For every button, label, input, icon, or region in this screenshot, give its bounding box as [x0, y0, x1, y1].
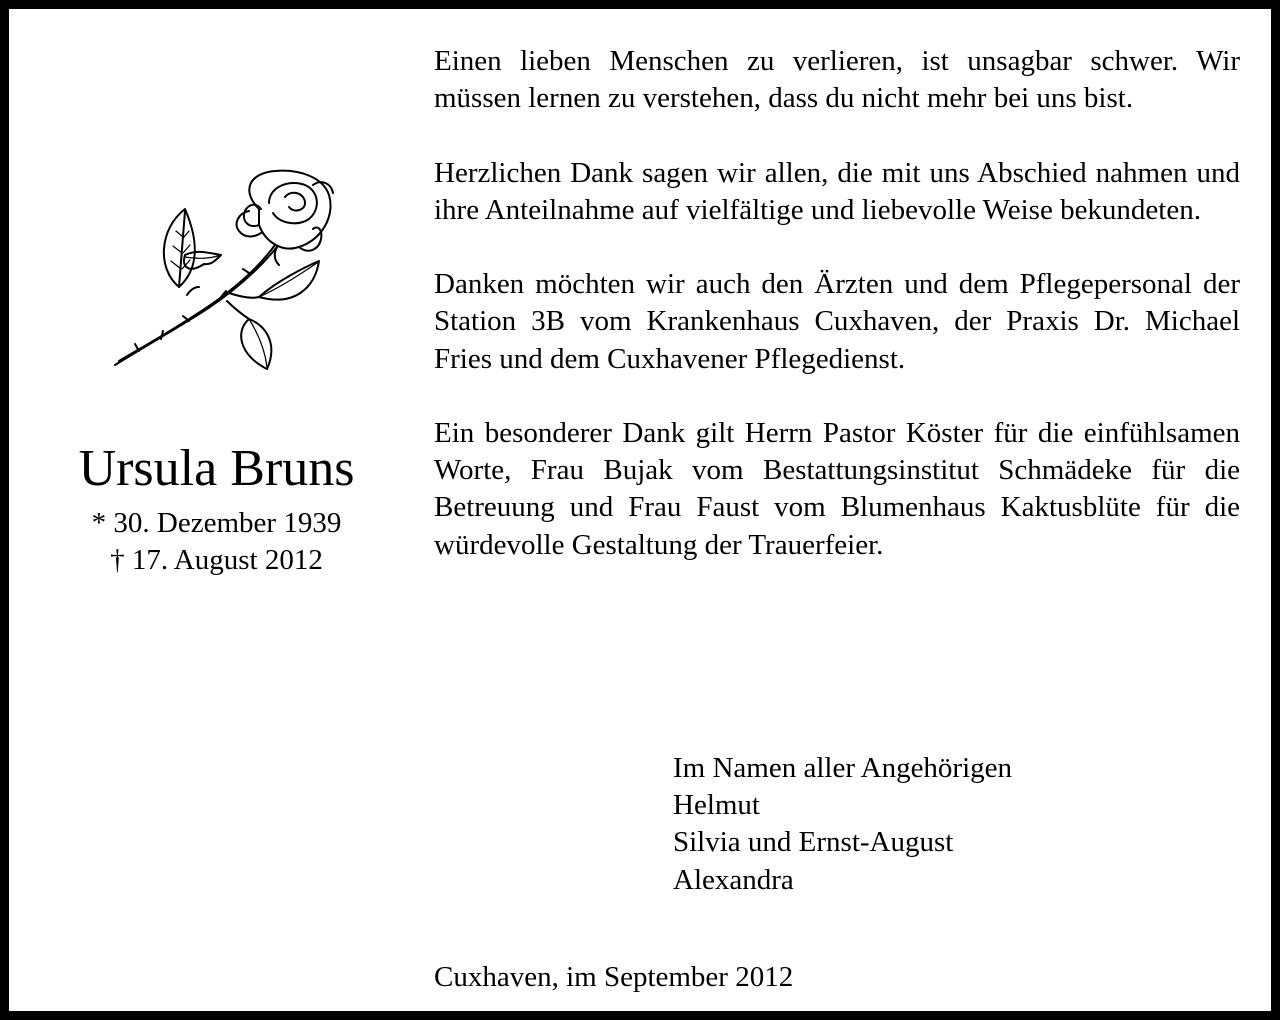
- signature-line: Im Namen aller Angehörigen: [673, 752, 1013, 784]
- birth-date: * 30. Dezember 1939: [91, 507, 342, 539]
- paragraph-2: Herzlichen Dank sagen wir allen, die mit uns Abschied nahmen und ihre Anteilnahme auf vielfältige und liebevolle Weise bekundeten.: [434, 156, 1240, 226]
- signature-line: Alexandra: [673, 863, 794, 896]
- signature-line: Helmut: [673, 789, 760, 822]
- rose-icon: [109, 169, 339, 374]
- place-date: Cuxhaven, im September 2012: [434, 961, 794, 993]
- paragraph-1: Einen lieben Menschen zu verlieren, ist unsagbar schwer. Wir müssen lernen zu verstehen, dass du nicht mehr bei uns bist.: [434, 45, 1240, 115]
- paragraph-3: Danken möchten wir auch den Ärzten und dem Pflegepersonal der Station 3B vom Krankenhaus Cuxhaven, der Praxis Dr. Michael Fries und dem Cuxhavener Pflegedienst.: [434, 268, 1240, 375]
- paragraph-4: Ein besonderer Dank gilt Herrn Pastor Köster für die einfühlsamen Worte, Frau Bujak vom Bestattungsinstitut Schmädeke für die Betreuung und Frau Faust vom Blumenhaus Kaktusblüte für die würdevolle Gestaltung der Trauerfeier.: [434, 416, 1240, 561]
- signature-block: [673, 750, 1012, 899]
- notice-text: [434, 43, 1240, 601]
- death-date: † 17. August 2012: [110, 544, 323, 576]
- signature-line: Silvia und Ernst-August: [673, 826, 954, 859]
- deceased-name: Ursula Bruns: [78, 440, 355, 497]
